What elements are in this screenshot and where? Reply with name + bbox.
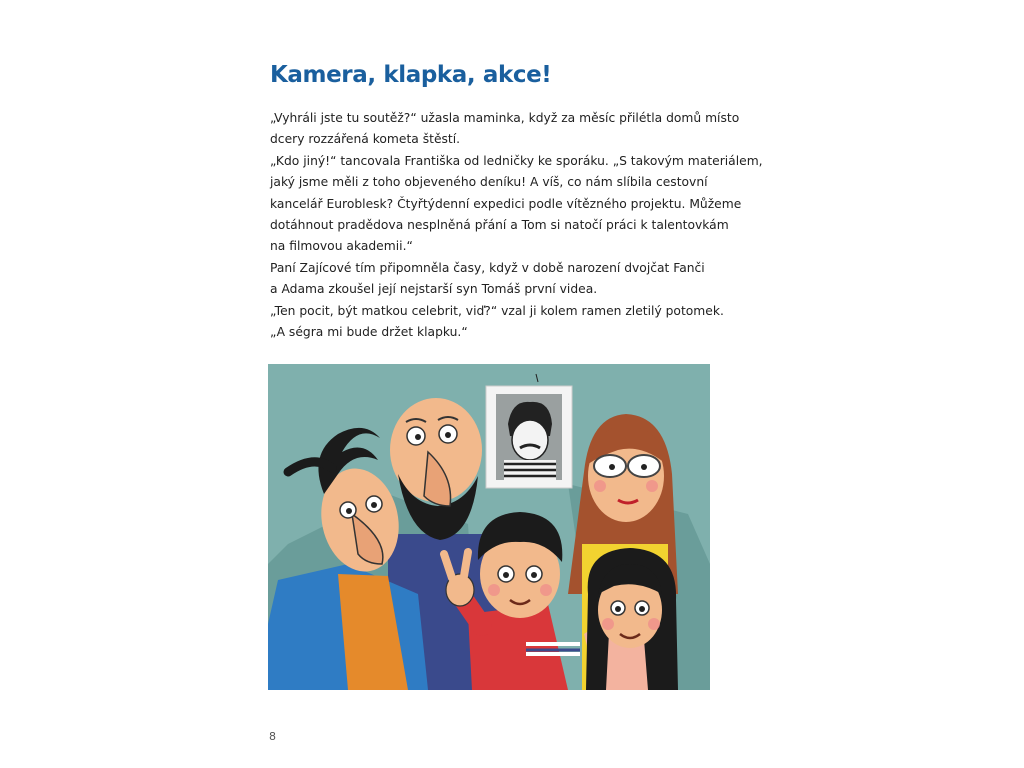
- framed-photo: [486, 374, 572, 488]
- text-line: dcery rozzářená kometa štěstí.: [270, 132, 461, 147]
- text-line: a Adama zkoušel její nejstarší syn Tomáš první videa.: [270, 282, 598, 297]
- page-number: 8: [269, 730, 276, 743]
- text-line: „Vyhráli jste tu soutěž?“ užasla maminka, když za měsíc přilétla domů místo: [270, 111, 740, 125]
- story-text: [270, 108, 763, 343]
- francka-figure: [584, 548, 678, 690]
- chapter-title: Kamera, klapka, akce!: [270, 62, 552, 88]
- text-line: kancelář Euroblesk? Čtyřtýdenní expedici podle vítězného projektu. Můžeme: [270, 196, 742, 211]
- text-line: „Ten pocit, být matkou celebrit, viď?“ vzal ji kolem ramen zletilý potomek.: [270, 303, 724, 318]
- text-line: dotáhnout pradědova nesplněná přání a Tom si natočí práci k talentovkám: [270, 218, 729, 233]
- text-line: Paní Zajícové tím připomněla časy, když v době narození dvojčat Fanči: [270, 260, 705, 275]
- text-line: na filmovou akademii.“: [270, 239, 413, 254]
- text-line: „Kdo jiný!“ tancovala Františka od ledničky ke sporáku. „S takovým materiálem,: [270, 153, 763, 168]
- text-line: „A ségra mi bude držet klapku.“: [270, 325, 468, 340]
- text-line: jaký jsme měli z toho objeveného deníku! A víš, co nám slíbila cestovní: [270, 175, 708, 190]
- family-selfie-illustration: [268, 364, 710, 690]
